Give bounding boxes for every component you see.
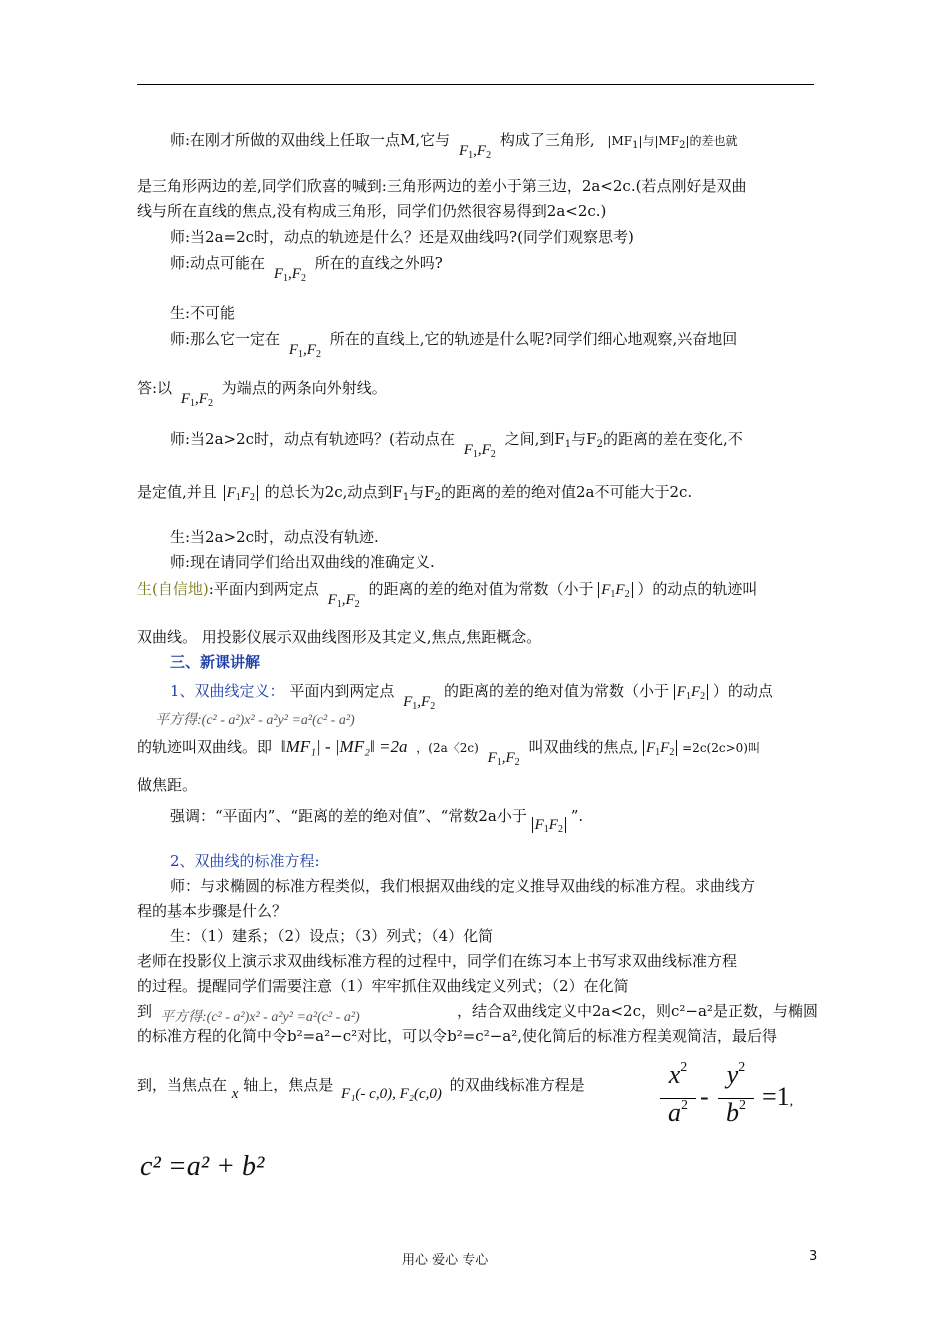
text: 的双曲线标准方程是 <box>449 1076 585 1094</box>
para-11: 生:当2a>2c时，动点没有轨迹. <box>170 528 379 546</box>
text: 所在的直线之外吗? <box>314 254 443 272</box>
text: ）的动点 <box>712 682 773 700</box>
text: |与|MF <box>638 134 680 148</box>
para-t2: 的过程。提醒同学们需要注意（1）牢牢抓住双曲线定义列式；（2）在化简 <box>137 977 629 995</box>
text: =2c(2c>0)叫 <box>682 741 760 755</box>
para-6: 生:不可能 <box>170 304 236 322</box>
text: 师:那么它一定在 <box>170 330 281 348</box>
para-1: 师:在刚才所做的双曲线上任取一点M,它与 $F_1,F_2$ 构成了三角形, $|MF_1|$与$|MF_2|$的差也就 <box>170 131 738 161</box>
para-t3a: 到 <box>137 1002 153 1020</box>
text: 叫双曲线的焦点, <box>528 738 639 756</box>
text: ）的动点的轨迹叫 <box>637 580 758 598</box>
para-q1: 师：与求椭圆的标准方程类似，我们根据双曲线的定义推导双曲线的标准方程。求曲线方 <box>170 877 756 895</box>
text: 的距离的差的绝对值2a不可能大于2c. <box>440 483 693 501</box>
text: ”. <box>570 807 584 825</box>
para-7 <box>170 329 738 360</box>
f1f2-formula: $F_1,F_2$ <box>180 391 213 409</box>
f1f2-formula: $F_1,F_2$ <box>487 750 520 768</box>
text: 师:当2a>2c时，动点有轨迹吗？(若动点在 <box>170 430 455 448</box>
f1f2-formula: $F_1,F_2$ <box>463 442 496 460</box>
para-a1: 生：（1）建系；（2）设点；（3）列式；（4）化简 <box>170 927 494 945</box>
f1f2-formula: $F_1,F_2$ <box>288 342 321 360</box>
foci-formula: F₁(- c,0), F₂(c,0) <box>341 1086 442 1102</box>
text: 所在的直线上,它的轨迹是什么呢?同学们细心地观察,兴奋地回 <box>329 330 738 348</box>
abs-f1f2: $F_1F_2$ <box>674 684 708 700</box>
overlay-formula: 平方得:(c² - a²)x² - a²y² =a²(c² - a²) <box>160 1010 360 1025</box>
x-variable: x <box>231 1086 239 1102</box>
para-3: 线与所在直线的焦点,没有构成三角形，同学们仍然很容易得到2a<2c.) <box>137 202 607 220</box>
text: 强调：“平面内”、“距离的差的绝对值”、“常数2a小于 <box>170 807 527 825</box>
f1f2-formula: $F_1,F_2$ <box>273 266 306 284</box>
text: 生(自信地) <box>137 580 209 598</box>
emphasis-line <box>170 806 584 835</box>
text: 构成了三角形, <box>499 131 595 149</box>
text: 为端点的两条向外射线。 <box>221 379 387 397</box>
para-t1: 老师在投影仪上演示求双曲线标准方程的过程中，同学们在练习本上书写求双曲线标准方程 <box>137 952 738 970</box>
text: 的距离的差的绝对值为常数（小于 <box>444 682 670 700</box>
para-4: 师:当2a=2c时，动点的轨迹是什么？还是双曲线吗?(同学们观察思考) <box>170 228 634 246</box>
text: 之间,到F <box>504 430 565 448</box>
para-q2: 程的基本步骤是什么？ <box>137 902 288 920</box>
def-line-1 <box>170 681 773 712</box>
text: |的差也就 <box>685 134 738 148</box>
abs-f1f2: $F_1F_2$ <box>532 817 566 833</box>
abs-f1f2: $F_1F_2$ <box>643 740 677 756</box>
para-t5 <box>137 1075 585 1102</box>
f1f2-formula: $F_1,F_2$ <box>458 143 492 161</box>
abs-f1f2: $F_1F_2$ <box>224 485 258 501</box>
def-line-3: 做焦距。 <box>137 776 198 794</box>
text: 的轨迹叫双曲线。即 <box>137 738 273 756</box>
text: 平面内到两定点 <box>289 682 395 700</box>
text: 轴上，焦点是 <box>243 1076 334 1094</box>
text: ，(2a〈2c) <box>416 741 479 755</box>
para-10: 是定值,并且 $F_1F_2$ 的总长为2c,动点到$F_1$与$F_2$的距离的差的绝对值2a不可能大于2c. <box>137 483 693 503</box>
definition-formula: ‖MF₁| - |MF₂‖ =2a <box>280 737 408 756</box>
text: 的距离的差在变化,不 <box>602 430 743 448</box>
para-13 <box>137 579 758 610</box>
para-9: 师:当2a>2c时，动点有轨迹吗？(若动点在 $F_1,F_2$ 之间,到$F_1$与$F_2$的距离的差在变化,不 <box>170 430 743 460</box>
text: 师:在刚才所做的双曲线上任取一点M,它与 <box>170 131 451 149</box>
relation-equation: c² =a² + b² <box>140 1151 265 1182</box>
text: 师:动点可能在 <box>170 254 266 272</box>
text: 到，当焦点在 <box>137 1076 228 1094</box>
def-line-2 <box>137 737 760 768</box>
text: 的距离的差的绝对值为常数（小于 <box>368 580 594 598</box>
para-2: 是三角形两边的差,同学们欣喜的喊到:三角形两边的差小于第三边，2a<2c.(若点刚好是双曲 <box>137 177 747 195</box>
text: 的总长为2c,动点到F <box>264 483 403 501</box>
subsection-heading: 2、双曲线的标准方程: <box>170 852 320 870</box>
para-12: 师:现在请同学们给出双曲线的准确定义. <box>170 553 435 571</box>
abs-f1f2: $F_1F_2$ <box>598 582 632 598</box>
footer-text: 用心 爱心 专心 <box>402 1253 489 1268</box>
para-14: 双曲线。 用投影仪展示双曲线图形及其定义,焦点,焦距概念。 <box>137 628 542 646</box>
text: 是定值,并且 <box>137 483 217 501</box>
text: 1、双曲线定义： <box>170 682 285 700</box>
text: :平面内到两定点 <box>208 580 319 598</box>
f1f2-formula: $F_1,F_2$ <box>327 592 360 610</box>
para-t4: 的标准方程的化简中令b²=a²−c²对比，可以令b²=c²−a²,使化简后的标准方程美观简洁，最后得 <box>137 1027 778 1045</box>
f1f2-formula: $F_1,F_2$ <box>403 694 436 712</box>
para-5 <box>170 253 443 284</box>
text: 与F <box>571 430 597 448</box>
text: |MF <box>607 134 633 148</box>
overlay-formula: 平方得:(c² - a²)x² - a²y² =a²(c² - a²) <box>155 713 355 728</box>
page-number: 3 <box>809 1249 818 1264</box>
text: 答:以 <box>137 379 173 397</box>
para-t3b: ，结合双曲线定义中2a<2c，则c²−a²是正数，与椭圆 <box>457 1002 818 1020</box>
text: 与F <box>409 483 435 501</box>
para-8 <box>137 378 387 409</box>
section-heading: 三、新课讲解 <box>170 653 261 671</box>
header-rule <box>137 84 814 85</box>
